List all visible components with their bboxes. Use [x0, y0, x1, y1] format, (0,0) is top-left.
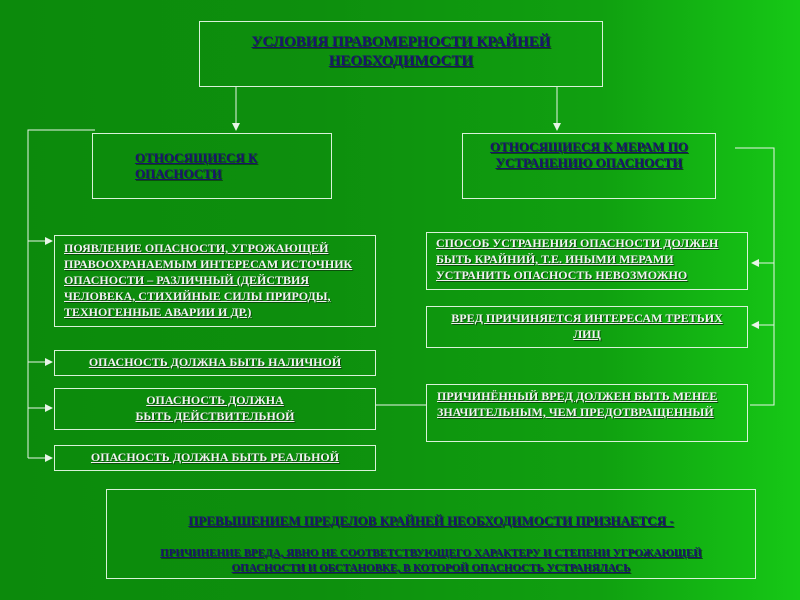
- left-header: ОТНОСЯЩИЕСЯ К ОПАСНОСТИ: [135, 150, 258, 181]
- left-item-3: ОПАСНОСТЬ ДОЛЖНА БЫТЬ ДЕЙСТВИТЕЛЬНОЙ: [135, 393, 295, 423]
- right-item-2: ВРЕД ПРИЧИНЯЕТСЯ ИНТЕРЕСАМ ТРЕТЬИХ ЛИЦ: [451, 311, 723, 341]
- left-item-1: ПОЯВЛЕНИЕ ОПАСНОСТИ, УГРОЖАЮЩЕЙ ПРАВООХРАНАЕМЫМ ИНТЕРЕСАМ ИСТОЧНИК ОПАСНОСТИ – РАЗЛИЧНЫЙ (ДЕЙСТВИЯ ЧЕЛОВЕКА, СТИХИЙНЫЕ СИЛЫ ПРИРОДЫ, ТЕХНОГЕННЫЕ АВАРИИ И ДР.): [64, 241, 353, 319]
- right-header: ОТНОСЯЩИЕСЯ К МЕРАМ ПО УСТРАНЕНИЮ ОПАСНОСТИ: [489, 139, 689, 170]
- right-item-1: СПОСОБ УСТРАНЕНИЯ ОПАСНОСТИ ДОЛЖЕН БЫТЬ КРАЙНИЙ, Т.Е. ИНЫМИ МЕРАМИ УСТРАНИТЬ ОПАСНОСТЬ НЕВОЗМОЖНО: [436, 236, 719, 282]
- right-item-3: ПРИЧИНЁННЫЙ ВРЕД ДОЛЖЕН БЫТЬ МЕНЕЕ ЗНАЧИТЕЛЬНЫМ, ЧЕМ ПРЕДОТВРАЩЕННЫЙ: [437, 389, 718, 419]
- left-item-2: ОПАСНОСТЬ ДОЛЖНА БЫТЬ НАЛИЧНОЙ: [88, 355, 342, 369]
- bottom-line-2: ПРИЧИНЕНИЕ ВРЕДА, ЯВНО НЕ СООТВЕТСТВУЮЩЕГО ХАРАКТЕРУ И СТЕПЕНИ УГРОЖАЮЩЕЙ ОПАСНОСТИ И ОБСТАНОВКЕ, В КОТОРОЙ ОПАСНОСТЬ УСТРАНЯЛАСЬ: [160, 547, 702, 574]
- diagram-title: УСЛОВИЯ ПРАВОМЕРНОСТИ КРАЙНЕЙ НЕОБХОДИМОСТИ: [251, 34, 551, 69]
- bottom-line-1: ПРЕВЫШЕНИЕМ ПРЕДЕЛОВ КРАЙНЕЙ НЕОБХОДИМОСТИ ПРИЗНАЕТСЯ -: [188, 513, 674, 528]
- left-item-4: ОПАСНОСТЬ ДОЛЖНА БЫТЬ РЕАЛЬНОЙ: [90, 450, 340, 464]
